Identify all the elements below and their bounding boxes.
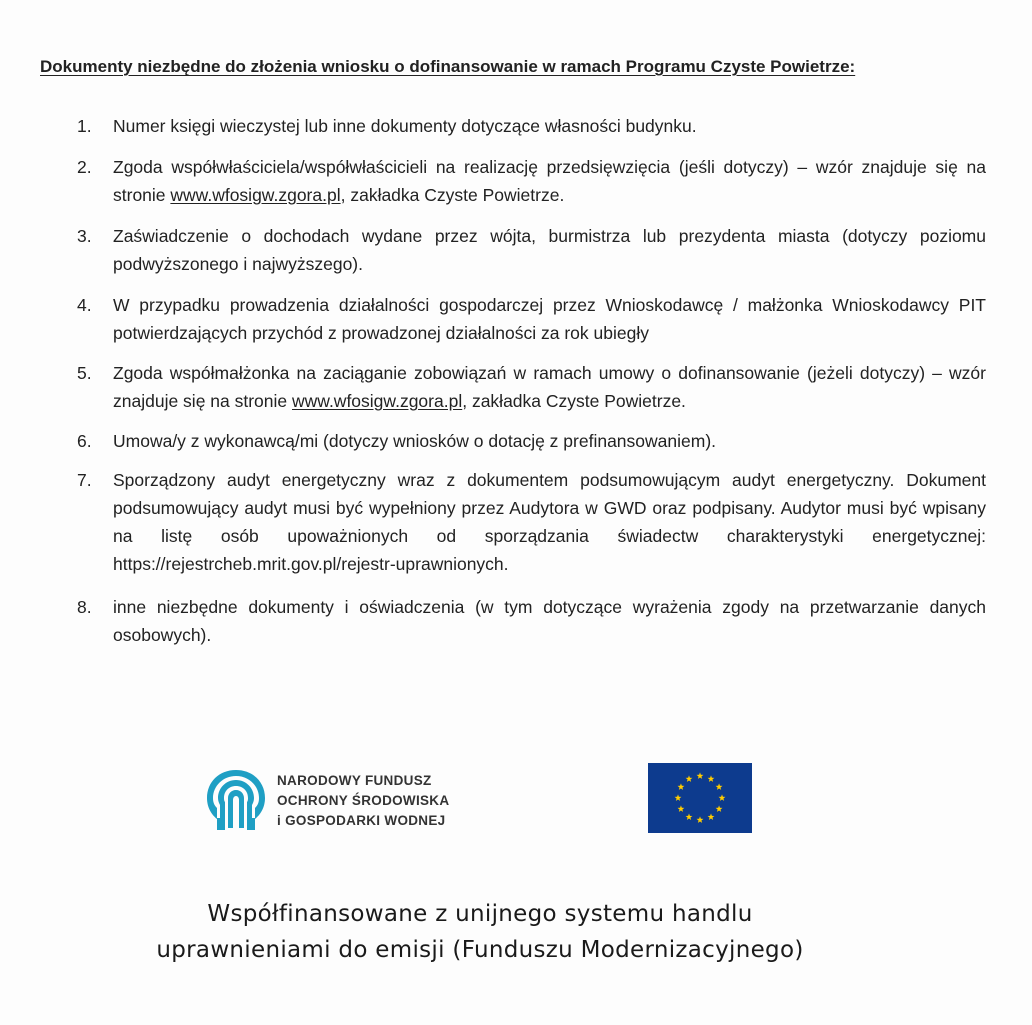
footer-line-2: uprawnieniami do emisji (Funduszu Modernizacyjnego) — [156, 937, 804, 963]
list-item-text — [113, 466, 986, 578]
list-item-text — [113, 112, 986, 140]
list-item-number: 4. — [77, 295, 92, 315]
cofinancing-footer — [90, 896, 870, 968]
list-item-number: 8. — [77, 597, 92, 617]
list-item-text — [113, 359, 986, 415]
eu-star-icon — [678, 805, 685, 812]
list-item-text — [113, 593, 986, 649]
list-item-text — [113, 291, 986, 347]
eu-flag-icon — [648, 763, 752, 833]
list-item-text-part: , zakładka Czyste Powietrze. — [462, 391, 686, 411]
document-heading: Dokumenty niezbędne do złożenia wniosku o dofinansowanie w ramach Programu Czyste Powietrze: — [40, 57, 856, 76]
eu-star-icon — [708, 775, 715, 782]
list-item-number: 2. — [77, 157, 92, 177]
list-item-text-part: , zakładka Czyste Powietrze. — [340, 185, 565, 205]
eu-star-icon — [708, 813, 715, 820]
nfosigw-logo-text — [277, 771, 449, 831]
nfos-line-1: NARODOWY FUNDUSZ — [277, 773, 432, 788]
list-item-text — [113, 153, 986, 209]
eu-star-icon — [716, 805, 723, 812]
eu-star-icon — [686, 813, 693, 820]
list-item-text-part: Sporządzony audyt energetyczny wraz z dokumentem podsumowującym audyt energetyczny. Dokument podsumowujący audyt musi być wypełniony przez Audytora w GWD oraz podpisany. Audytor musi być wpisany na listę osób upoważnionych od sporządzania świadectw charakterystyki energetycznej: https://rejestrcheb.mrit.gov.pl/rejestr-uprawnionych. — [113, 470, 986, 574]
website-link[interactable]: www.wfosigw.zgora.pl — [292, 391, 463, 411]
eu-star-icon — [675, 794, 682, 801]
list-item-number: 7. — [77, 470, 92, 490]
nfos-line-2: OCHRONY ŚRODOWISKA — [277, 793, 450, 808]
eu-star-icon — [678, 783, 685, 790]
eu-star-icon — [697, 772, 704, 779]
eu-star-icon — [697, 816, 704, 823]
list-item-text-part: Zaświadczenie o dochodach wydane przez wójta, burmistrza lub prezydenta miasta (dotyczy poziomu podwyższonego i najwyższego). — [113, 226, 986, 274]
list-item-number: 1. — [77, 116, 92, 136]
list-item-number: 3. — [77, 226, 92, 246]
list-item-text-part: Umowa/y z wykonawcą/mi (dotyczy wniosków o dotację z prefinansowaniem). — [113, 431, 717, 451]
nfosigw-logo-icon — [205, 768, 267, 834]
list-item-text-part: Zgoda współmałżonka na zaciąganie zobowiązań w ramach umowy o dofinansowanie (jeżeli dotyczy) – wzór znajduje się na stronie — [113, 363, 986, 411]
list-item-text-part: W przypadku prowadzenia działalności gospodarczej przez Wnioskodawcę / małżonka Wnioskodawcy PIT potwierdzających przychód z prowadzonej działalności za rok ubiegły — [113, 295, 986, 343]
list-item-text-part: inne niezbędne dokumenty i oświadczenia (w tym dotyczące wyrażenia zgody na przetwarzanie danych osobowych). — [113, 597, 986, 645]
eu-star-icon — [716, 783, 723, 790]
list-item-text-part: Numer księgi wieczystej lub inne dokumenty dotyczące własności budynku. — [113, 116, 697, 136]
list-item-text — [113, 222, 986, 278]
nfosigw-logo — [205, 768, 485, 836]
nfos-line-3: i GOSPODARKI WODNEJ — [277, 813, 446, 828]
eu-star-icon — [719, 794, 726, 801]
list-item-number: 5. — [77, 363, 92, 383]
footer-line-1: Współfinansowane z unijnego systemu handlu — [207, 901, 753, 927]
list-item-text — [113, 427, 986, 455]
website-link[interactable]: www.wfosigw.zgora.pl — [170, 185, 341, 205]
list-item-number: 6. — [77, 431, 92, 451]
list-item-text-part: Zgoda współwłaściciela/współwłaścicieli na realizację przedsięwzięcia (jeśli dotyczy) – wzór znajduje się na stronie — [113, 157, 986, 205]
eu-star-icon — [686, 775, 693, 782]
